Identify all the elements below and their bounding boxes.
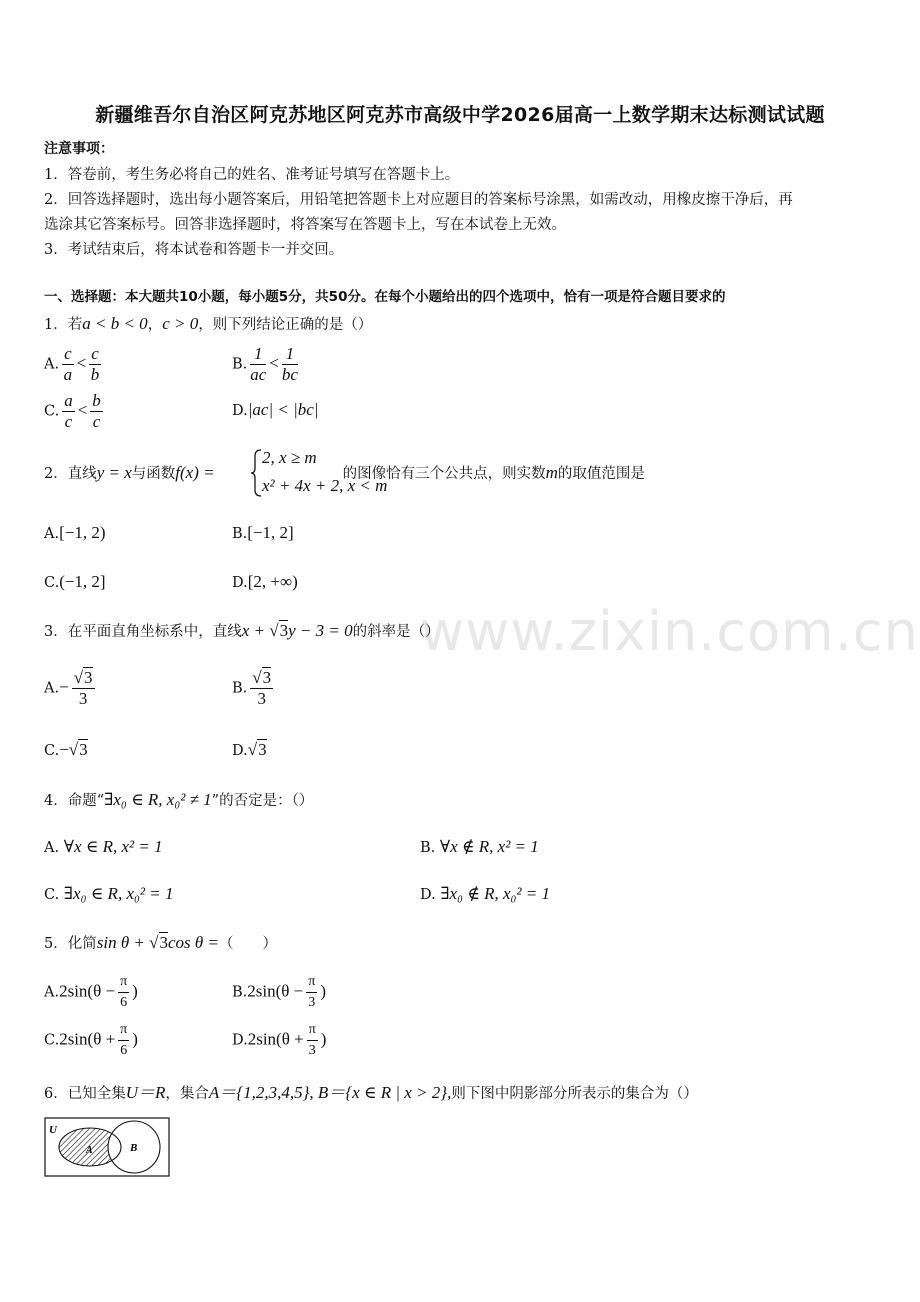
q1-suffix: ，则下列结论正确的是（） — [198, 317, 373, 333]
q3-option-c[interactable]: C.−√3 — [44, 740, 88, 759]
q1-c-den2: c — [92, 412, 101, 431]
q5-c-post: ) — [132, 1029, 138, 1049]
q2-b-expr: [−1, 2] — [247, 523, 294, 542]
q1-c-den1: c — [64, 412, 73, 431]
q2-a-label: A. — [44, 526, 60, 542]
q5-c-den: 6 — [120, 1043, 128, 1058]
q3-a-den: 3 — [78, 689, 88, 708]
q3-a-label: A. — [44, 680, 60, 697]
q1-a-den1: a — [63, 365, 73, 384]
question-4 — [44, 789, 313, 810]
notice-heading: 注意事项： — [44, 141, 114, 157]
q2-c-label: C. — [44, 575, 60, 591]
q1-option-c[interactable] — [44, 391, 106, 432]
q5-d-den: 3 — [308, 1043, 316, 1058]
q1-a-label: A. — [44, 356, 60, 373]
q3-eq-a: x + — [241, 621, 270, 640]
q4-d-expr: ∃x₀ ∉ R, x₀² = 1 — [440, 884, 550, 903]
q4-c-label: C. — [44, 887, 60, 903]
q1-option-a[interactable] — [44, 344, 104, 385]
q1-a-num1: c — [64, 344, 72, 363]
q5-c-pre: 2sin(θ + — [59, 1029, 116, 1049]
question-1 — [44, 313, 372, 334]
q1-option-d[interactable] — [232, 400, 318, 420]
q1-option-b[interactable] — [232, 344, 301, 385]
q5-b-den: 3 — [308, 995, 316, 1010]
q6-prefix: 6．已知全集 — [44, 1086, 126, 1102]
q4-option-d[interactable] — [420, 884, 550, 904]
q2-option-d[interactable] — [232, 572, 298, 592]
q5-suffix: （ ） — [218, 936, 277, 952]
q1-d-label: D. — [232, 403, 248, 419]
q3-option-b[interactable]: B. $\frac{√3}{3}$ — [232, 668, 272, 708]
q5-d-label: D. — [232, 1032, 248, 1049]
q3-eq-sqrt: 3 — [279, 621, 289, 640]
q2-option-b[interactable] — [232, 523, 294, 543]
watermark: www.zixin.com.cn — [420, 600, 919, 663]
q4-a-label: A. — [44, 840, 60, 856]
q5-c-num: π — [118, 1020, 129, 1041]
q5-option-d[interactable] — [232, 1020, 326, 1061]
venn-label-u: U — [49, 1124, 57, 1136]
q6-suffix: 则下图中阴影部分所表示的集合为（） — [451, 1086, 698, 1102]
venn-diagram — [44, 1117, 170, 1177]
q5-b-post: ) — [320, 981, 326, 1001]
q1-b-num1: 1 — [250, 344, 266, 365]
q3-option-d[interactable]: D.√3 — [232, 740, 267, 759]
notice-item-2-cont: 选涂其它答案标号。回答非选择题时，将答案写在答题卡上，写在本试卷上无效。 — [44, 217, 566, 233]
question-5: 5．化简sin θ + √3cos θ =（ ） — [44, 933, 277, 952]
notice-item-3: 3．考试结束后，将本试卷和答题卡一并交回。 — [44, 242, 344, 258]
q1-cond2: c > 0 — [162, 314, 199, 333]
venn-label-a: A — [86, 1145, 93, 1156]
q2-a-expr: [−1, 2) — [59, 523, 106, 542]
q5-prefix: 5．化简 — [44, 936, 97, 952]
q4-option-b[interactable] — [420, 837, 539, 857]
q5-d-pre: 2sin(θ + — [247, 1029, 304, 1049]
q5-d-post: ) — [320, 1029, 327, 1049]
q4-option-a[interactable] — [44, 837, 163, 857]
q1-b-num2: 1 — [282, 344, 298, 365]
q2-suffix: 的图像恰有三个公共点，则实数 — [342, 466, 546, 482]
q5-a-den: 6 — [120, 995, 128, 1010]
q5-option-a[interactable] — [44, 972, 138, 1013]
q6-sets: A＝{1,2,3,4,5}, B＝{x ∈ R | x > 2}, — [208, 1083, 452, 1102]
question-3: 3．在平面直角坐标系中，直线x + √3y − 3 = 0的斜率是（） — [44, 621, 440, 640]
q2-b-label: B. — [232, 526, 248, 542]
q5-option-c[interactable] — [44, 1020, 138, 1061]
q1-b-den2: bc — [281, 365, 298, 384]
q2-suffix2: 的取值范围是 — [557, 466, 645, 482]
q3-suffix: 的斜率是（） — [352, 624, 440, 640]
q2-func: f(x) = — [175, 463, 215, 482]
q1-c-num2: b — [92, 391, 101, 410]
notice-item-2: 2．回答选择题时，选出每小题答案后，用铅笔把答题卡上对应题目的答案标号涂黑，如需改动，用橡皮擦干净后，再 — [44, 192, 793, 208]
q5-expr-b: cos θ = — [168, 933, 219, 952]
q1-c-rel: < — [77, 400, 88, 420]
q2-d-label: D. — [232, 575, 248, 591]
q4-suffix: ”的否定是：（） — [211, 793, 314, 809]
q3-c-root: 3 — [79, 740, 88, 759]
q4-a-expr: ∀x ∈ R, x² = 1 — [63, 837, 163, 856]
q2-d-expr: [2, +∞) — [247, 572, 298, 591]
q3-eq-b: y − 3 = 0 — [288, 621, 353, 640]
q3-d-root: 3 — [258, 740, 267, 759]
q6-universe: U＝R — [125, 1083, 166, 1102]
q3-d-label: D. — [232, 743, 248, 759]
q3-b-label: B. — [232, 680, 248, 697]
q6-mid: ，集合 — [165, 1086, 209, 1102]
q3-c-sign: − — [59, 740, 69, 759]
q2-prefix: 2．直线 — [44, 466, 97, 482]
section-heading: 一、选择题：本大题共10小题，每小题5分，共50分。在每个小题给出的四个选项中，恰有一项是符合题目要求的 — [44, 289, 726, 305]
venn-label-b: B — [130, 1142, 138, 1154]
q1-c-num1: a — [64, 391, 73, 410]
q1-prefix: 1．若 — [44, 317, 83, 333]
q5-b-pre: 2sin(θ − — [247, 981, 304, 1001]
q2-option-c[interactable] — [44, 572, 106, 592]
q2-brace-icon — [249, 448, 263, 498]
q3-b-num: 3 — [262, 668, 272, 687]
q2-var: m — [545, 463, 558, 482]
q4-option-c[interactable] — [44, 884, 173, 904]
q2-line: y = x — [96, 463, 132, 482]
q1-a-num2: c — [91, 344, 99, 363]
notice-item-1: 1．答卷前，考生务必将自己的姓名、准考证号填写在答题卡上。 — [44, 167, 460, 183]
q1-a-rel: < — [76, 353, 87, 373]
exam-title: 新疆维吾尔自治区阿克苏地区阿克苏市高级中学2026届高一上数学期末达标测试试题 — [95, 104, 825, 126]
q2-option-a[interactable] — [44, 523, 106, 543]
q5-a-post: ) — [132, 981, 138, 1001]
q3-c-label: C. — [44, 743, 60, 759]
q4-b-label: B. — [420, 840, 436, 856]
q1-b-label: B. — [232, 356, 248, 373]
q5-b-num: π — [306, 972, 317, 993]
q2-c-expr: (−1, 2] — [59, 572, 106, 591]
q5-expr-a: sin θ + — [96, 933, 150, 952]
q4-expr: ∃x₀ ∈ R, x₀² ≠ 1 — [104, 790, 212, 809]
q1-b-rel: < — [269, 353, 279, 373]
question-6 — [44, 1078, 698, 1103]
q5-c-label: C. — [44, 1032, 60, 1049]
q4-d-label: D. — [420, 887, 436, 903]
q1-sep: ， — [147, 317, 163, 333]
q5-option-b[interactable] — [232, 972, 326, 1013]
q5-expr-sqrt: 3 — [159, 933, 168, 952]
q1-cond1: a < b < 0 — [82, 314, 148, 333]
q5-a-num: π — [118, 972, 129, 993]
q5-d-num: π — [307, 1020, 318, 1041]
q1-b-den1: ac — [250, 365, 267, 384]
q3-a-num: 3 — [84, 668, 93, 687]
q1-c-label: C. — [44, 403, 60, 420]
q2-case-1: 2, x ≥ m — [262, 448, 317, 467]
q1-d-expr: |ac| < |bc| — [247, 400, 319, 419]
q1-a-den2: b — [90, 365, 100, 384]
q4-prefix: 4．命题“ — [44, 793, 105, 809]
q5-b-label: B. — [232, 984, 248, 1001]
q4-b-expr: ∀x ∉ R, x² = 1 — [439, 837, 539, 856]
q2-case-2: x² + 4x + 2, x < m — [262, 476, 388, 495]
q2-mid: 与函数 — [131, 466, 176, 482]
q3-option-a[interactable]: A.− $\frac{√3}{3}$ — [44, 668, 93, 708]
q3-prefix: 3．在平面直角坐标系中，直线 — [44, 624, 242, 640]
q3-b-den: 3 — [257, 689, 266, 708]
q3-a-sign: − — [59, 677, 69, 697]
q5-a-label: A. — [44, 984, 60, 1001]
q4-c-expr: ∃x₀ ∈ R, x₀² = 1 — [63, 884, 174, 903]
q5-a-pre: 2sin(θ − — [59, 981, 116, 1001]
